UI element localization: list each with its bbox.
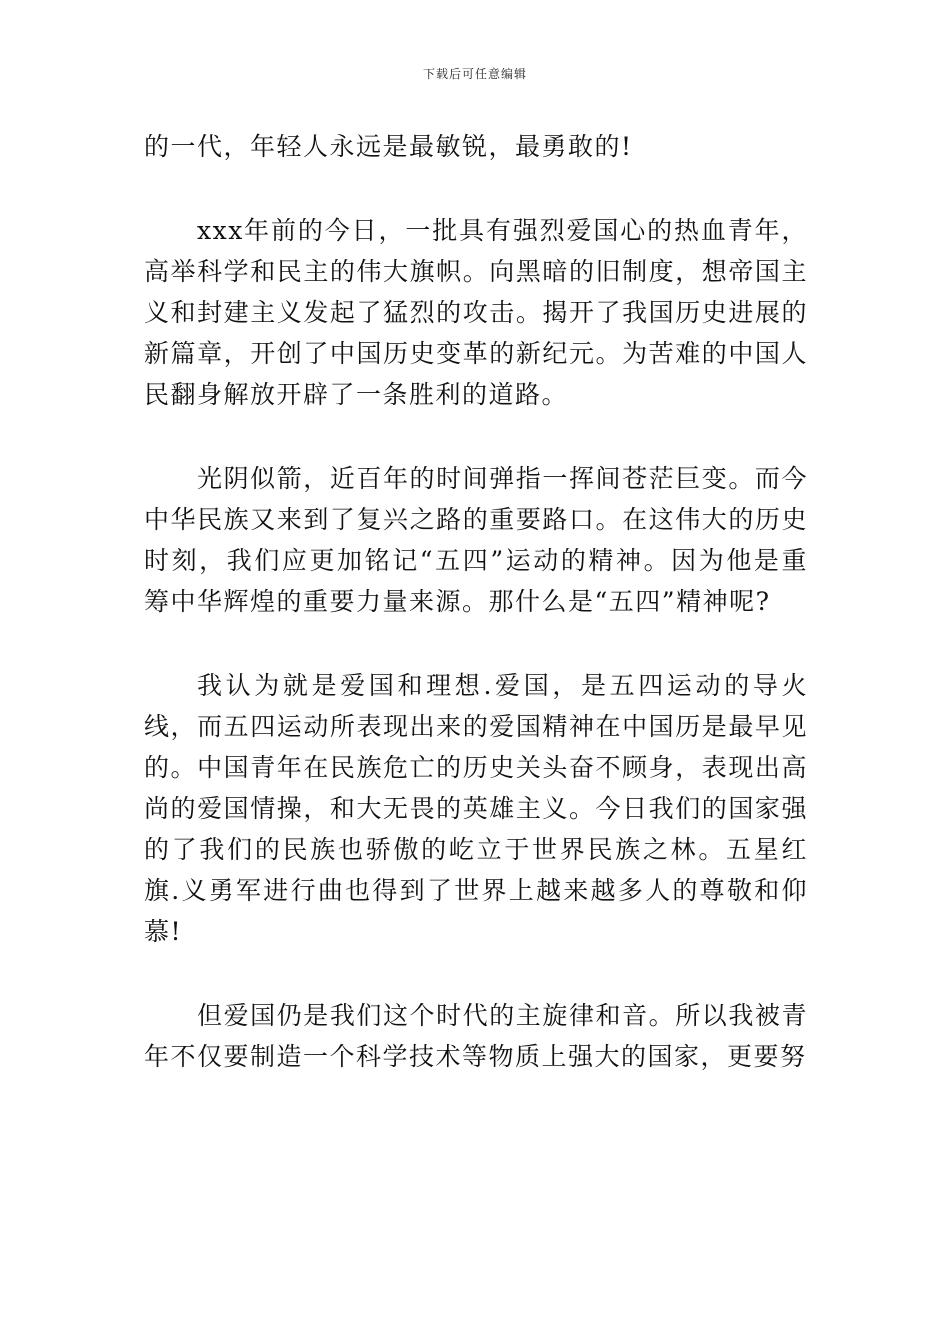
paragraph: 我认为就是爱国和理想.爱国，是五四运动的导火线，而五四运动所表现出来的爱国精神在中国历是最早见的。中国青年在民族危亡的历史关头奋不顾身，表现出高尚的爱国情操，和大无畏的英雄主义。今日我们的国家强的了我们的民族也骄傲的屹立于世界民族之林。五星红旗.义勇军进行曲也得到了世界上越来越多人的尊敬和仰慕! (144, 671, 808, 946)
page-header: 下载后可任意编辑 (422, 67, 527, 81)
paragraph-continuation: 的一代，年轻人永远是最敏锐，最勇敢的! (144, 132, 633, 161)
paragraph: 但爱国仍是我们这个时代的主旋律和音。所以我被青年不仅要制造一个科学技术等物质上强大的国家，更要努 (144, 1001, 808, 1071)
document-body (144, 126, 808, 1120)
paragraph: xxx年前的今日，一批具有强烈爱国心的热血青年，高举科学和民主的伟大旗帜。向黑暗的旧制度，想帝国主义和封建主义发起了猛烈的攻击。揭开了我国历史进展的新篇章，开创了中国历史变革的新纪元。为苦难的中国人民翻身解放开辟了一条胜利的道路。 (144, 216, 808, 409)
paragraph: 光阴似箭，近百年的时间弹指一挥间苍茫巨变。而今中华民族又来到了复兴之路的重要路口。在这伟大的历史时刻，我们应更加铭记“五四”运动的精神。因为他是重筹中华辉煌的重要力量来源。那什么是“五四”精神呢? (144, 464, 808, 616)
